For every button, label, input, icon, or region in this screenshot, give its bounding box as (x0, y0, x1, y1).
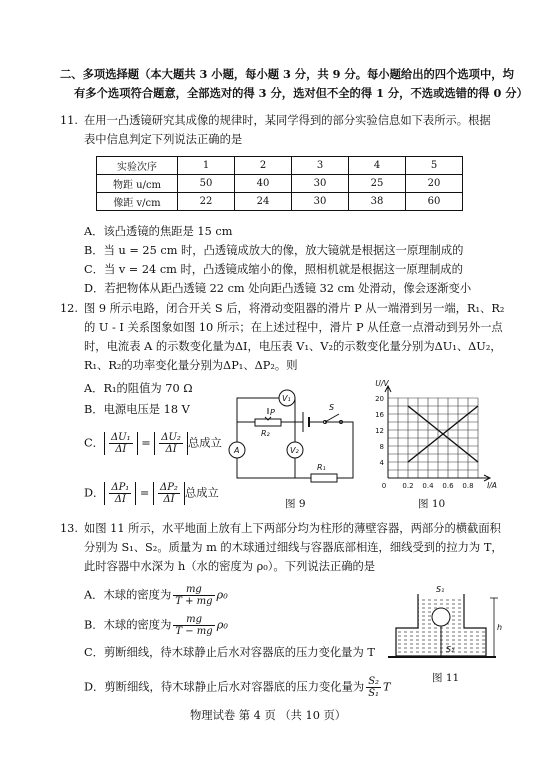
table-cell: 30 (292, 193, 349, 211)
figure-11-caption: 图 11 (432, 672, 460, 684)
table-row (97, 157, 463, 175)
abs-fraction (104, 482, 136, 505)
numerator: mg (173, 614, 214, 626)
x-axis-label: I/A (487, 481, 497, 490)
table-cell: 25 (349, 175, 406, 193)
abs-fraction (154, 432, 188, 455)
q11-number: 11. (60, 114, 78, 127)
denominator: T − mg (175, 626, 213, 637)
label-v1: V₁ (282, 394, 291, 403)
q12-stem-line4: R₁、R₂的功率变化量分别为ΔP₁、ΔP₂。则 (84, 359, 298, 372)
page-footer: 物理试卷 第 4 页 （共 10 页） (190, 709, 347, 722)
table-row (97, 193, 463, 211)
q13-number: 13. (60, 522, 78, 535)
q11-stem-line1: 在用一凸透镜研究其成像的规律时，某同学得到的部分实验信息如下表所示。根据 (84, 114, 491, 127)
numerator: ΔU₁ (110, 432, 131, 443)
option-suffix: T (383, 680, 391, 694)
fraction (173, 614, 214, 637)
q13-option-b (84, 614, 228, 637)
figure-10-chart (362, 378, 512, 496)
denominator: ΔI (163, 494, 175, 505)
label-p: P (270, 408, 275, 417)
y-tick-label: 16 (375, 411, 384, 419)
q11-stem-line2: 表中信息判定下列说法正确的是 (84, 133, 243, 146)
q12-number: 12. (60, 302, 78, 315)
option-label: B．木球的密度为 (84, 618, 172, 632)
option-label: D．剪断细线，待木球静止后水对容器底的压力变化量为 (84, 680, 365, 694)
q13-stem-line1: 如图 11 所示，水平地面上放有上下两部分均为柱形的薄壁容器，两部分的横截面积 (84, 522, 501, 535)
option-label: D． (84, 486, 105, 500)
table-cell: 4 (349, 157, 406, 175)
x-tick-label: 0.2 (402, 482, 414, 490)
q11-data-table (96, 156, 463, 211)
label-v2: V₂ (290, 446, 299, 455)
q13-stem-line2: 分别为 S₁、S₂。质量为 m 的木球通过细线与容器底部相连，细线受到的拉力为 T， (84, 541, 503, 554)
q13-option-c: C．剪断细线，待木球静止后水对容器底的压力变化量为 T (84, 646, 375, 659)
fraction (109, 482, 131, 505)
q11-option-c: C．当 v = 24 cm 时，凸透镜成缩小的像，照相机就是根据这一原理制成的 (84, 263, 463, 276)
numerator: mg (173, 584, 214, 596)
table-cell: 38 (349, 193, 406, 211)
y-tick-label: 20 (375, 395, 384, 403)
q12-option-d: D． $\frac{\text{ΔP₁}}{\Delta I}$ = $\frac{\text{ΔP₂}}{\Delta I}$ 总成立 (84, 482, 219, 505)
fraction (366, 676, 381, 699)
figure-9-circuit (225, 386, 370, 496)
table-cell: 像距 v/cm (97, 193, 178, 211)
table-cell: 60 (406, 193, 463, 211)
denominator: ΔI (115, 444, 127, 455)
q12-stem-line3: 时，电流表 A 的示数变化量为ΔI，电压表 V₁、V₂的示数变化量分别为ΔU₁、ΔU₂， (84, 340, 502, 353)
option-suffix: 总成立 (184, 486, 219, 500)
label-s1: S₁ (436, 585, 445, 594)
x-tick-label: 0.6 (442, 482, 454, 490)
q12-option-b: B．电源电压是 18 V (84, 403, 190, 416)
label-s2: S₂ (446, 645, 455, 654)
numerator: ΔU₂ (161, 432, 181, 443)
table-cell: 2 (235, 157, 292, 175)
table-cell: 3 (292, 157, 349, 175)
q12-stem-line2: 的 U - I 关系图象如图 10 所示；在上述过程中，滑片 P 从任意一点滑动到另外一点 (84, 321, 503, 334)
x-tick-label: 0.4 (422, 482, 434, 490)
x-tick-label: 0.8 (462, 482, 474, 490)
label-h: h (497, 623, 503, 632)
denominator: T + mg (175, 596, 213, 607)
resistor-r1 (311, 474, 337, 482)
option-label: C． (84, 436, 104, 450)
label-r1: R₁ (317, 463, 326, 472)
q13-stem-line3: 此时容器中水深为 h（水的密度为 ρ₀）。下列说法正确的是 (84, 560, 376, 573)
wooden-ball (432, 608, 450, 626)
option-suffix: 总成立 (187, 436, 222, 450)
fraction (173, 584, 214, 607)
table-cell: 20 (406, 175, 463, 193)
table-cell: 1 (178, 157, 235, 175)
fraction (158, 482, 180, 505)
q11-option-a: A．该凸透镜的焦距是 15 cm (84, 225, 233, 238)
q13-option-a (84, 584, 228, 607)
numerator: S₂ (368, 676, 380, 687)
denominator: S₁ (368, 688, 380, 699)
y-tick-label: 4 (379, 459, 384, 467)
table-cell: 40 (235, 175, 292, 193)
y-tick-label: 12 (375, 427, 384, 435)
switch-lever (325, 414, 339, 422)
q11-option-b: B．当 u = 25 cm 时，凸透镜成放大的像，放大镜就是根据这一原理制成的 (84, 244, 464, 257)
q12-stem-line1: 图 9 所示电路，闭合开关 S 后，将滑动变阻器的滑片 P 从一端滑到另一端，R₁、R₂ (84, 302, 505, 315)
q13-option-d (84, 676, 391, 699)
rho-symbol: ρ₀ (216, 618, 228, 632)
abs-fraction (104, 432, 138, 455)
label-s: S (329, 403, 335, 412)
x-tick-label: 0 (381, 482, 387, 490)
table-cell: 50 (178, 175, 235, 193)
table-cell: 24 (235, 193, 292, 211)
q12-option-c: C． $\frac{\text{ΔU₁}}{\Delta I}$ = $\frac{\text{ΔU₂}}{\Delta I}$ 总成立 (84, 432, 222, 455)
label-a: A (234, 446, 240, 455)
figure-10-caption: 图 10 (418, 498, 446, 510)
abs-fraction (153, 482, 185, 505)
y-tick-label: 8 (379, 443, 384, 451)
table-cell: 物距 u/cm (97, 175, 178, 193)
option-label: A．木球的密度为 (84, 588, 172, 602)
table-cell: 30 (292, 175, 349, 193)
fraction (159, 432, 183, 455)
y-axis-label: U/V (375, 379, 389, 388)
section-heading-line1: 二、多项选择题（本大题共 3 小题，每小题 3 分，共 9 分。每小题给出的四个选项中，均 (60, 67, 514, 81)
numerator: ΔP₂ (159, 482, 178, 493)
numerator: ΔP₁ (111, 482, 130, 493)
denominator: ΔI (114, 494, 126, 505)
q12-option-a: A．R₁的阻值为 70 Ω (84, 382, 193, 395)
section-heading-line2: 有多个选项符合题意，全部选对的得 3 分，选对但不全的得 1 分，不选或选错的得 0 分） (74, 86, 528, 100)
q11-option-d: D．若把物体从距凸透镜 22 cm 处向距凸透镜 32 cm 处滑动，像会逐渐变小 (84, 282, 472, 295)
table-cell: 22 (178, 193, 235, 211)
table-cell: 实验次序 (97, 157, 178, 175)
table-row (97, 175, 463, 193)
figure-9-caption: 图 9 (285, 498, 306, 510)
rho-symbol: ρ₀ (216, 588, 228, 602)
denominator: ΔI (165, 444, 177, 455)
label-r2: R₂ (261, 429, 270, 438)
figure-11-container (386, 582, 506, 664)
table-cell: 5 (406, 157, 463, 175)
fraction (109, 432, 133, 455)
